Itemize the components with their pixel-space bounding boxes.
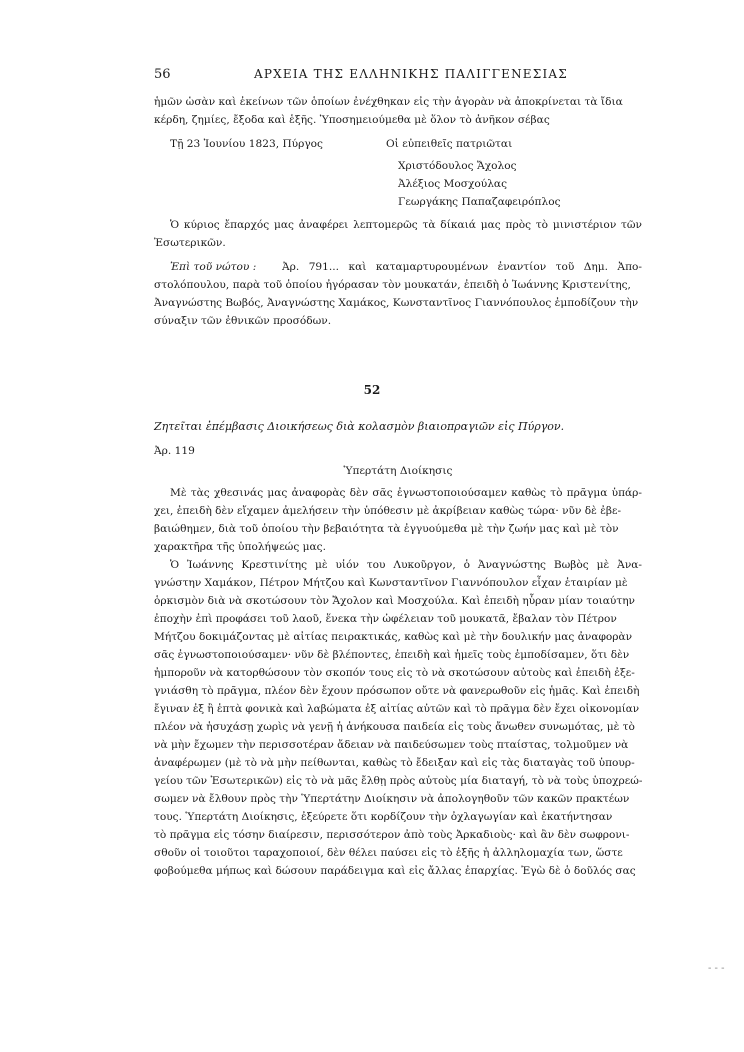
running-title: ΑΡΧΕΙΑ ΤΗΣ ΕΛΛΗΝΙΚΗΣ ΠΑΛΙΓΓΕΝΕΣΙΑΣ bbox=[254, 67, 568, 81]
body-line: βαιώθημεν, διὰ τοῦ ὁποίου τὴν βεβαιότητα τὰ ἐγγυούμεθα μὲ τὴν ζωήν μας καὶ μὲ τὸν bbox=[154, 523, 619, 535]
body-line: σθοῦν οἱ τοιοῦτοι ταραχοποιοί, δὲν θέλει παύσει εἰς τὸ ἑξῆς ἡ ἀλληλομαχία των, ὥστε bbox=[154, 847, 623, 859]
body-line: ὁρκισμὸν διὰ νὰ σκοτώσουν τὸν Ἄχολον καὶ Μοσχούλα. Καὶ ἐπειδὴ ηὗραν μίαν τοιαύτην bbox=[154, 595, 635, 607]
scan-mark: - - - bbox=[708, 963, 725, 974]
body-line: ἐποχὴν ἐπὶ προφάσει τοῦ λαοῦ, ἕνεκα τὴν ὠφέλειαν τοῦ μουκατᾶ, ἔβαλαν τὸν Πέτρον bbox=[154, 613, 617, 625]
note-line: Ἐσωτερικῶν. bbox=[154, 237, 226, 249]
body-line: χαρακτῆρα τῆς ὑπολήψεώς μας. bbox=[154, 541, 326, 553]
body-line: πλέον νὰ ἡσυχάσῃ χωρὶς νὰ γενῇ ἡ ἀνήκουσα παιδεία εἰς τοὺς ἄνωθεν συνωμότας, μὲ τὸ bbox=[154, 721, 635, 733]
verso-label: Ἐπὶ τοῦ νώτου : bbox=[170, 261, 257, 273]
body-line: γείου τῶν Ἐσωτερικῶν) εἰς τὸ νὰ μᾶς ἔλθῃ πρὸς αὐτοὺς μία διαταγή, τὸ νὰ τοὺς ὑποχρεώ- bbox=[154, 775, 643, 787]
body-line: τους. Ὑπερτάτη Διοίκησις, ἐξεύρετε ὅτι κορδίζουν τὴν ὀχλαγωγίαν καὶ ἐκατήντησαν bbox=[154, 811, 613, 823]
verso-line: σύναξιν τῶν ἐθνικῶν προσόδων. bbox=[154, 315, 332, 327]
date-place: Τῇ 23 Ἰουνίου 1823, Πύργος bbox=[170, 138, 323, 150]
verso-line: Ἀρ. 791... καὶ καταμαρτυρουμένων ἐναντίον τοῦ Δημ. Ἀπο- bbox=[282, 261, 642, 273]
body-line: σωμεν νὰ ἔλθουν πρὸς τὴν Ὑπερτάτην Διοίκησιν νὰ ἀπολογηθοῦν τῶν κακῶν πρακτέων bbox=[154, 793, 630, 805]
body-line: φοβούμεθα μήπως καὶ δώσουν παράδειγμα καὶ εἰς ἄλλας ἐπαρχίας. Ἐγὼ δὲ ὁ δοῦλός σας bbox=[154, 865, 636, 877]
text-line: ἡμῶν ὡσὰν καὶ ἐκείνων τῶν ὁποίων ἐνέχθηκαν εἰς τὴν ἀγορὰν νὰ ἀποκρίνεται τὰ ἴδια bbox=[154, 96, 623, 108]
body-line: τὸ πρᾶγμα εἰς τόσην διαίρεσιν, περισσότερον ἀπὸ τοὺς Ἀρκαδιοὺς· καὶ ἂν δὲν σωφρονι- bbox=[154, 829, 630, 841]
body-line: Μήτζου δοκιμάζοντας μὲ αἰτίας πειρακτικάς, καθὼς καὶ μὲ τὴν δουλικήν μας ἀναφορὰν bbox=[154, 631, 633, 643]
body-line: σᾶς ἐγνωστοποιούσαμεν· νῦν δὲ βλέποντες, ἐπειδὴ καὶ ἡμεῖς τοὺς ἐμποδίσαμεν, ὅτι δὲν bbox=[154, 649, 630, 661]
body-line: νὰ μὴν ἔχωμεν τὴν περισσοτέραν ἄδειαν νὰ παιδεύσωμεν τοὺς πταίστας, τολμοῦμεν νὰ bbox=[154, 739, 629, 751]
body-line: ἠμποροῦν νὰ κατορθώσουν τὸν σκοπόν τους εἰς τὸ νὰ σκοτώσουν αὐτοὺς καὶ ἐπειδὴ ἐξε- bbox=[154, 667, 635, 679]
document-number: 52 bbox=[363, 383, 381, 397]
signatory: Χριστόδουλος Ἄχολος bbox=[398, 160, 517, 172]
signatories-intro: Οἱ εὐπειθεῖς πατριῶται bbox=[386, 138, 513, 150]
signatory: Γεωργάκης Παπαζαφειρόπλος bbox=[398, 196, 561, 208]
addressee: Ὑπερτάτη Διοίκησις bbox=[343, 465, 453, 477]
body-line: ἀναφέρωμεν (μὲ τὸ νὰ μὴν πείθωνται, καθὼς τὸ ἔδειξαν καὶ εἰς τὰς διαταγὰς τοῦ ὑπουρ- bbox=[154, 757, 635, 769]
document-summary: Ζητεῖται ἐπέμβασις Διοικήσεως διὰ κολασμὸν βιαιοπραγιῶν εἰς Πύργον. bbox=[154, 420, 565, 433]
signatory: Ἀλέξιος Μοσχούλας bbox=[398, 178, 508, 190]
body-line: γνώστην Χαμάκον, Πέτρον Μήτζου καὶ Κωνσταντῖνον Γιαννόπουλον εἶχαν ἑταιρίαν μὲ bbox=[154, 577, 628, 589]
body-line: Μὲ τὰς χθεσινάς μας ἀναφορὰς δὲν σᾶς ἐγνωστοποιούσαμεν καθὼς τὸ πρᾶγμα ὑπάρ- bbox=[170, 487, 642, 499]
verso-line: Ἀναγνώστης Βωβός, Ἀναγνώστης Χαμάκος, Κωνσταντῖνος Γιαννόπουλος ἐμποδίζουν τὴν bbox=[154, 297, 639, 309]
text-line: κέρδη, ζημίες, ἔξοδα καὶ ἑξῆς. Ὑποσημειούμεθα μὲ ὅλον τὸ ἀνῆκον σέβας bbox=[154, 114, 550, 126]
body-line: Ὁ Ἰωάννης Κρεστινίτης μὲ υἱόν του Λυκοῦργον, ὁ Ἀναγνώστης Βωβὸς μὲ Ἀνα- bbox=[170, 559, 642, 571]
verso-line: στολόπουλου, παρὰ τοῦ ὁποίου ἠγόρασαν τὸν μουκατάν, ἐπειδὴ ὁ Ἰωάννης Κριστενίτης, bbox=[154, 279, 631, 291]
body-line: γνιάσθη τὸ πρᾶγμα, πλέον δὲν ἔχουν πρόσωπον οὔτε νὰ φανερωθοῦν εἰς ἡμᾶς. Καὶ ἐπειδὴ bbox=[154, 685, 640, 697]
page-number: 56 bbox=[154, 67, 171, 82]
document-ref: Ἀρ. 119 bbox=[154, 445, 195, 457]
body-line: ἔγιναν ἐξ ἢ ἑπτὰ φονικὰ καὶ λαβώματα ἐξ αἰτίας αὐτῶν καὶ τὸ πρᾶγμα δὲν ἔχει οἰκονομίαν bbox=[154, 703, 640, 715]
note-line: Ὁ κύριος ἔπαρχός μας ἀναφέρει λεπτομερῶς τὰ δίκαιά μας πρὸς τὸ μινιστέριον τῶν bbox=[170, 219, 642, 231]
body-line: χει, ἐπειδὴ δὲν εἴχαμεν ἀμελήσειν τὴν ὑπόθεσιν μὲ ἀκρίβειαν καθὼς τώρα· νῦν δὲ ἐβε- bbox=[154, 505, 622, 517]
